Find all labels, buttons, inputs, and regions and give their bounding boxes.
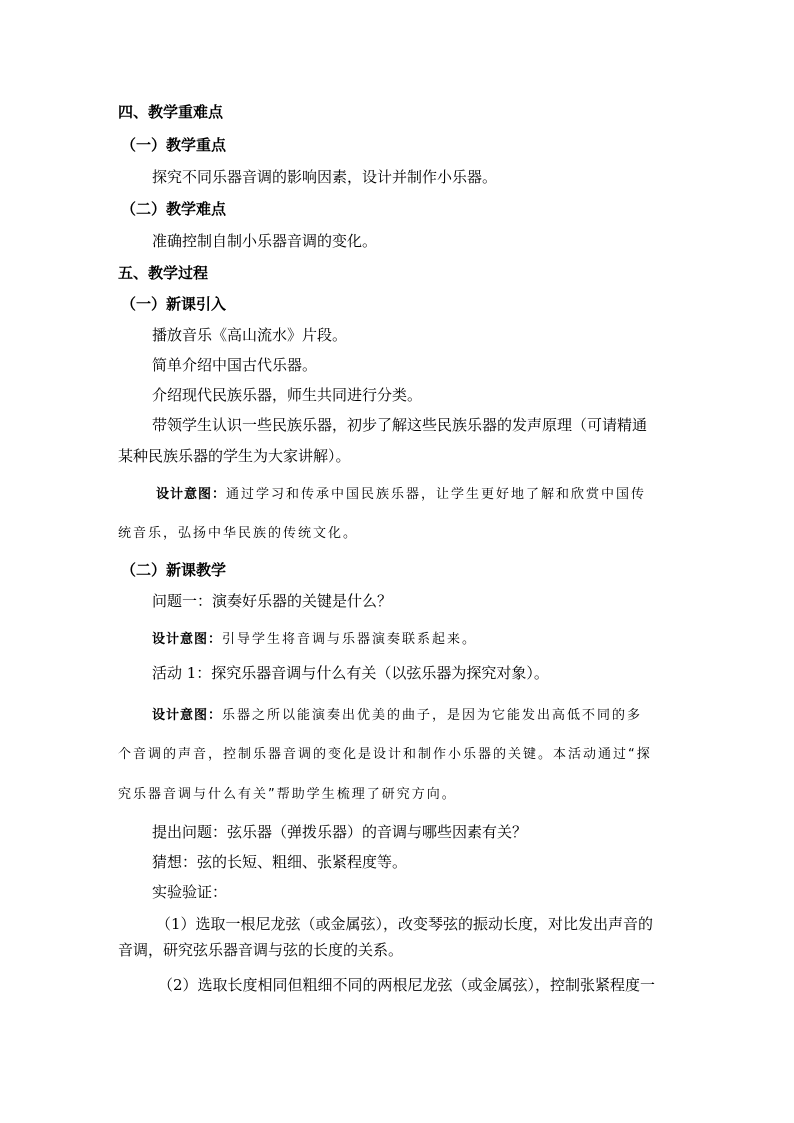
paragraph-line: 带领学生认识一些民族乐器，初步了解这些民族乐器的发声原理（可请精通 — [152, 416, 648, 434]
experiment-step-1: （1）选取一根尼龙弦（或金属弦），改变琴弦的振动长度，对比发出声音的 — [156, 915, 654, 933]
design-intent-1 — [156, 485, 646, 505]
design-intent-3 — [152, 706, 642, 726]
question-statement: 提出问题：弦乐器（弹拨乐器）的音调与哪些因素有关？ — [152, 823, 528, 841]
design-intent-text: 通过学习和传承中国民族乐器，让学生更好地了解和欣赏中国传 — [226, 487, 647, 502]
hypothesis: 猜想：弦的长短、粗细、张紧程度等。 — [152, 853, 408, 871]
experiment-heading: 实验验证： — [152, 883, 228, 901]
activity-one: 活动 1：探究乐器音调与什么有关（以弦乐器为探究对象）。 — [152, 664, 549, 682]
design-intent-1-line2: 统音乐，弘扬中华民族的传统文化。 — [118, 526, 359, 541]
section-5-heading: 五、教学过程 — [118, 264, 209, 282]
design-intent-text: 乐器之所以能演奏出优美的曲子，是因为它能发出高低不同的多 — [222, 708, 643, 723]
design-intent-text: 引导学生将音调与乐器演奏联系起来。 — [222, 632, 478, 647]
paragraph-line: 某种民族乐器的学生为大家讲解）。 — [118, 447, 351, 465]
experiment-step-2: （2）选取长度相同但粗细不同的两根尼龙弦（或金属弦），控制张紧程度一 — [158, 976, 656, 994]
design-intent-label: 设计意图： — [152, 708, 223, 723]
design-intent-2 — [152, 630, 477, 650]
paragraph: 播放音乐《高山流水》片段。 — [152, 326, 348, 344]
question-one: 问题一：演奏好乐器的关键是什么？ — [152, 592, 393, 610]
paragraph: 介绍现代民族乐器，师生共同进行分类。 — [152, 386, 423, 404]
design-intent-3-line3: 究乐器音调与什么有关”帮助学生梳理了研究方向。 — [118, 787, 457, 802]
paragraph: 简单介绍中国古代乐器。 — [152, 356, 318, 374]
design-intent-label: 设计意图： — [156, 487, 227, 502]
section-5-2-heading: （二）新课教学 — [121, 561, 227, 579]
section-4-1-body: 探究不同乐器音调的影响因素，设计并制作小乐器。 — [152, 168, 498, 186]
design-intent-3-line2: 个音调的声音，控制乐器音调的变化是设计和制作小乐器的关键。本活动通过“探 — [118, 747, 652, 762]
section-4-2-body: 准确控制自制小乐器音调的变化。 — [152, 232, 378, 250]
experiment-step-1-line2: 音调，研究弦乐器音调与弦的长度的关系。 — [118, 941, 404, 959]
design-intent-label: 设计意图： — [152, 632, 223, 647]
section-5-1-heading: （一）新课引入 — [121, 295, 227, 313]
section-4-heading: 四、教学重难点 — [118, 103, 224, 121]
section-4-2-heading: （二）教学难点 — [121, 200, 227, 218]
section-4-1-heading: （一）教学重点 — [121, 136, 227, 154]
